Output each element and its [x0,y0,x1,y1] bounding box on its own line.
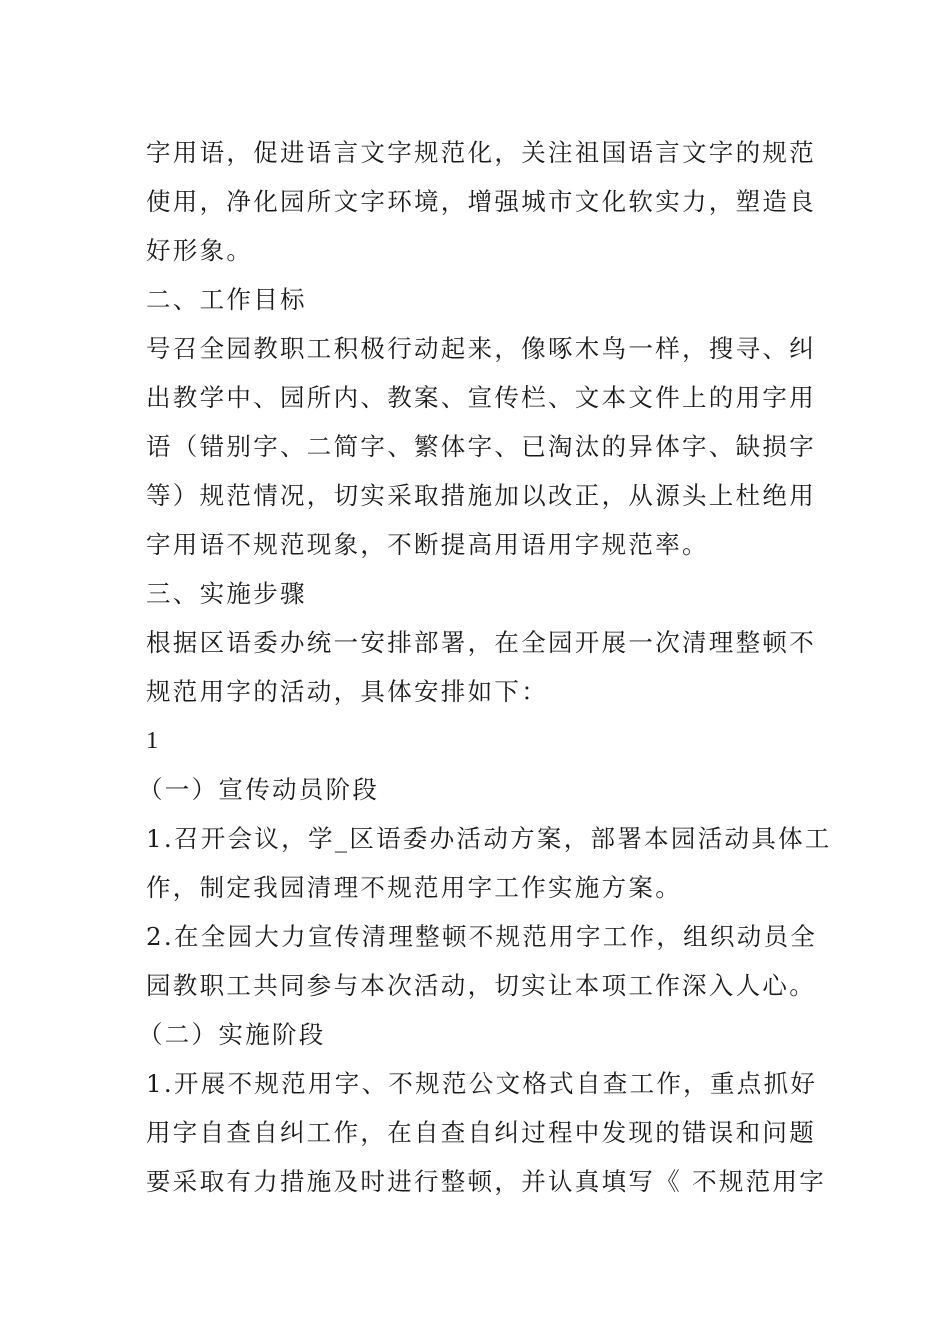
body-text-line: 园教职工共同参与本次活动，切实让本项工作深入人心。 [146,971,816,1000]
body-text-line: 等）规范情况，切实采取措施加以改正，从源头上杜绝用 [146,481,816,510]
subsection-heading-implementation: （二）实施阶段 [138,1020,326,1049]
body-text-line: 使用，净化园所文字环境，增强城市文化软实力，塑造良 [146,187,816,216]
body-text-line: 作，制定我园清理不规范用字工作实施方案。 [146,873,682,902]
body-text-line: 用字自查自纠工作，在自查自纠过程中发现的错误和问题 [146,1118,816,1147]
section-heading-goals: 二、工作目标 [146,285,307,314]
body-text-line: 字用语不规范现象，不断提高用语用字规范率。 [146,530,709,559]
body-text-line: 号召全园教职工积极行动起来，像啄木鸟一样，搜寻、纠 [146,334,816,363]
list-item-text: 2.在全园大力宣传清理整顿不规范用字工作，组织动员全 [146,922,818,951]
body-text-line: 要采取有力措施及时进行整顿，并认真填写《 不规范用字 [146,1167,827,1196]
body-text-line: 字用语，促进语言文字规范化，关注祖国语言文字的规范 [146,138,816,167]
list-item-text: 1.召开会议，学_区语委办活动方案，部署本园活动具体工 [146,824,832,853]
section-heading-steps: 三、实施步骤 [146,579,307,608]
body-text-line: 出教学中、园所内、教案、宣传栏、文本文件上的用字用 [146,383,816,412]
list-item-text: 1.开展不规范用字、不规范公文格式自查工作，重点抓好 [146,1069,818,1098]
page-number: 1 [146,727,159,754]
body-text-line: 好形象。 [146,236,254,265]
body-text-line: 语（错别字、二简字、繁体字、已淘汰的异体字、缺损字 [146,432,816,461]
body-text-line: 规范用字的活动，具体安排如下： [146,677,548,706]
document-body [138,128,832,1206]
subsection-heading-publicity: （一）宣传动员阶段 [138,775,380,804]
body-text-line: 根据区语委办统一安排部署，在全园开展一次清理整顿不 [146,628,816,657]
